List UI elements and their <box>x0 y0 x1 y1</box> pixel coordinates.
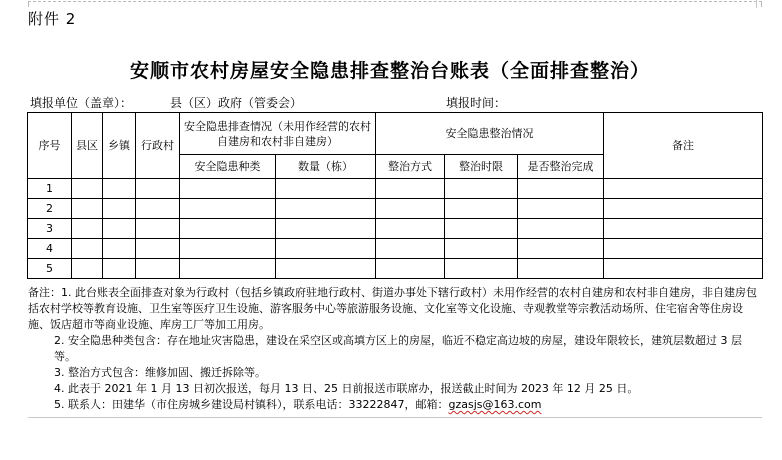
note-1: 备注：1. 此台账表全面排查对象为行政村（包括乡镇政府驻地行政村、街道办事处下辖行政村）未用作经营的农村自建房和农村非自建房，非自建房包括农村学校等教育设施、卫生室等医疗卫生设施、游客服务中心等旅游服务设施、文化室等文化设施、寺观教堂等宗教活动场所、住宅宿舍等住房设施、饭店超市等商业设施、库房工厂等加工用房。 <box>28 286 757 331</box>
cell-remarks[interactable] <box>604 259 763 279</box>
header-row-1 <box>28 113 763 155</box>
attachment-label: 附件 2 <box>28 10 77 28</box>
cell-remarks[interactable] <box>604 179 763 199</box>
cell-hazard-type[interactable] <box>180 239 276 259</box>
note-2: 2. 安全隐患种类包含：存在地址灾害隐患，建设在采空区或高填方区上的房屋，临近不稳定高边坡的房屋，建设年限较长，建筑层数超过 3 层等。 <box>54 334 742 363</box>
cell-deadline[interactable] <box>445 199 518 219</box>
cell-completed[interactable] <box>518 199 604 219</box>
header-completed: 是否整治完成 <box>518 155 604 179</box>
cell-village[interactable] <box>136 259 180 279</box>
cell-hazard-type[interactable] <box>180 179 276 199</box>
header-remarks: 备注 <box>604 113 763 179</box>
header-county: 县区 <box>72 113 103 179</box>
cell-township[interactable] <box>103 219 136 239</box>
header-rectification: 安全隐患整治情况 <box>376 113 604 155</box>
cell-village[interactable] <box>136 219 180 239</box>
row-seq: 4 <box>28 239 72 259</box>
fill-unit-label: 填报单位（盖章）： <box>30 96 133 110</box>
cell-method[interactable] <box>376 259 445 279</box>
table-row <box>28 199 763 219</box>
cell-township[interactable] <box>103 179 136 199</box>
row-seq: 5 <box>28 259 72 279</box>
cell-village[interactable] <box>136 199 180 219</box>
fill-time-label: 填报时间： <box>446 96 507 110</box>
header-method: 整治方式 <box>376 155 445 179</box>
table-row <box>28 219 763 239</box>
cell-remarks[interactable] <box>604 239 763 259</box>
row-seq: 3 <box>28 219 72 239</box>
cell-village[interactable] <box>136 179 180 199</box>
contact-email[interactable]: gzasjs@163.com <box>448 398 542 411</box>
cell-county[interactable] <box>72 179 103 199</box>
row-seq: 2 <box>28 199 72 219</box>
cell-remarks[interactable] <box>604 219 763 239</box>
row-seq: 1 <box>28 179 72 199</box>
cell-method[interactable] <box>376 179 445 199</box>
header-township: 乡镇 <box>103 113 136 179</box>
cell-county[interactable] <box>72 239 103 259</box>
cell-county[interactable] <box>72 259 103 279</box>
table-row <box>28 239 763 259</box>
cell-completed[interactable] <box>518 179 604 199</box>
cell-quantity[interactable] <box>276 199 376 219</box>
header-seq: 序号 <box>28 113 72 179</box>
cell-method[interactable] <box>376 239 445 259</box>
page-margin-guide-right <box>761 1 762 7</box>
header-village: 行政村 <box>136 113 180 179</box>
contact-text: 5. 联系人：田建华（市住房城乡建设局村镇科），联系电话：33222847，邮箱： <box>54 398 449 411</box>
cell-method[interactable] <box>376 199 445 219</box>
cell-township[interactable] <box>103 199 136 219</box>
note-3: 3. 整治方式包含：维修加固、搬迁拆除等。 <box>54 366 266 379</box>
page-margin-guide-right-outer <box>756 0 757 8</box>
cell-quantity[interactable] <box>276 239 376 259</box>
cell-deadline[interactable] <box>445 259 518 279</box>
table-row <box>28 179 763 199</box>
cell-village[interactable] <box>136 239 180 259</box>
cell-county[interactable] <box>72 219 103 239</box>
header-quantity: 数量（栋） <box>276 155 376 179</box>
cell-county[interactable] <box>72 199 103 219</box>
notes-section <box>28 285 762 413</box>
ledger-table <box>27 112 763 279</box>
fill-gov-label: 县（区）政府（管委会） <box>170 96 303 110</box>
cell-deadline[interactable] <box>445 179 518 199</box>
cell-township[interactable] <box>103 239 136 259</box>
cell-deadline[interactable] <box>445 239 518 259</box>
cell-completed[interactable] <box>518 259 604 279</box>
header-investigation: 安全隐患排查情况（未用作经营的农村自建房和农村非自建房） <box>180 113 376 155</box>
cell-remarks[interactable] <box>604 199 763 219</box>
note-5 <box>28 397 762 413</box>
page-margin-guide-left <box>28 1 29 7</box>
note-4: 4. 此表于 2021 年 1 月 13 日初次报送，每月 13 日、25 日前报送市联席办，报送截止时间为 2023 年 12 月 25 日。 <box>54 382 639 395</box>
table-row <box>28 259 763 279</box>
page-margin-guide <box>28 1 762 2</box>
cell-method[interactable] <box>376 219 445 239</box>
cell-hazard-type[interactable] <box>180 199 276 219</box>
document-title: 安顺市农村房屋安全隐患排查整治台账表（全面排查整治） <box>129 60 650 82</box>
page-bottom-rule <box>28 417 762 418</box>
cell-deadline[interactable] <box>445 219 518 239</box>
cell-completed[interactable] <box>518 219 604 239</box>
cell-completed[interactable] <box>518 239 604 259</box>
cell-quantity[interactable] <box>276 259 376 279</box>
cell-hazard-type[interactable] <box>180 259 276 279</box>
cell-hazard-type[interactable] <box>180 219 276 239</box>
cell-quantity[interactable] <box>276 219 376 239</box>
header-hazard-type: 安全隐患种类 <box>180 155 276 179</box>
cell-township[interactable] <box>103 259 136 279</box>
cell-quantity[interactable] <box>276 179 376 199</box>
header-deadline: 整治时限 <box>445 155 518 179</box>
